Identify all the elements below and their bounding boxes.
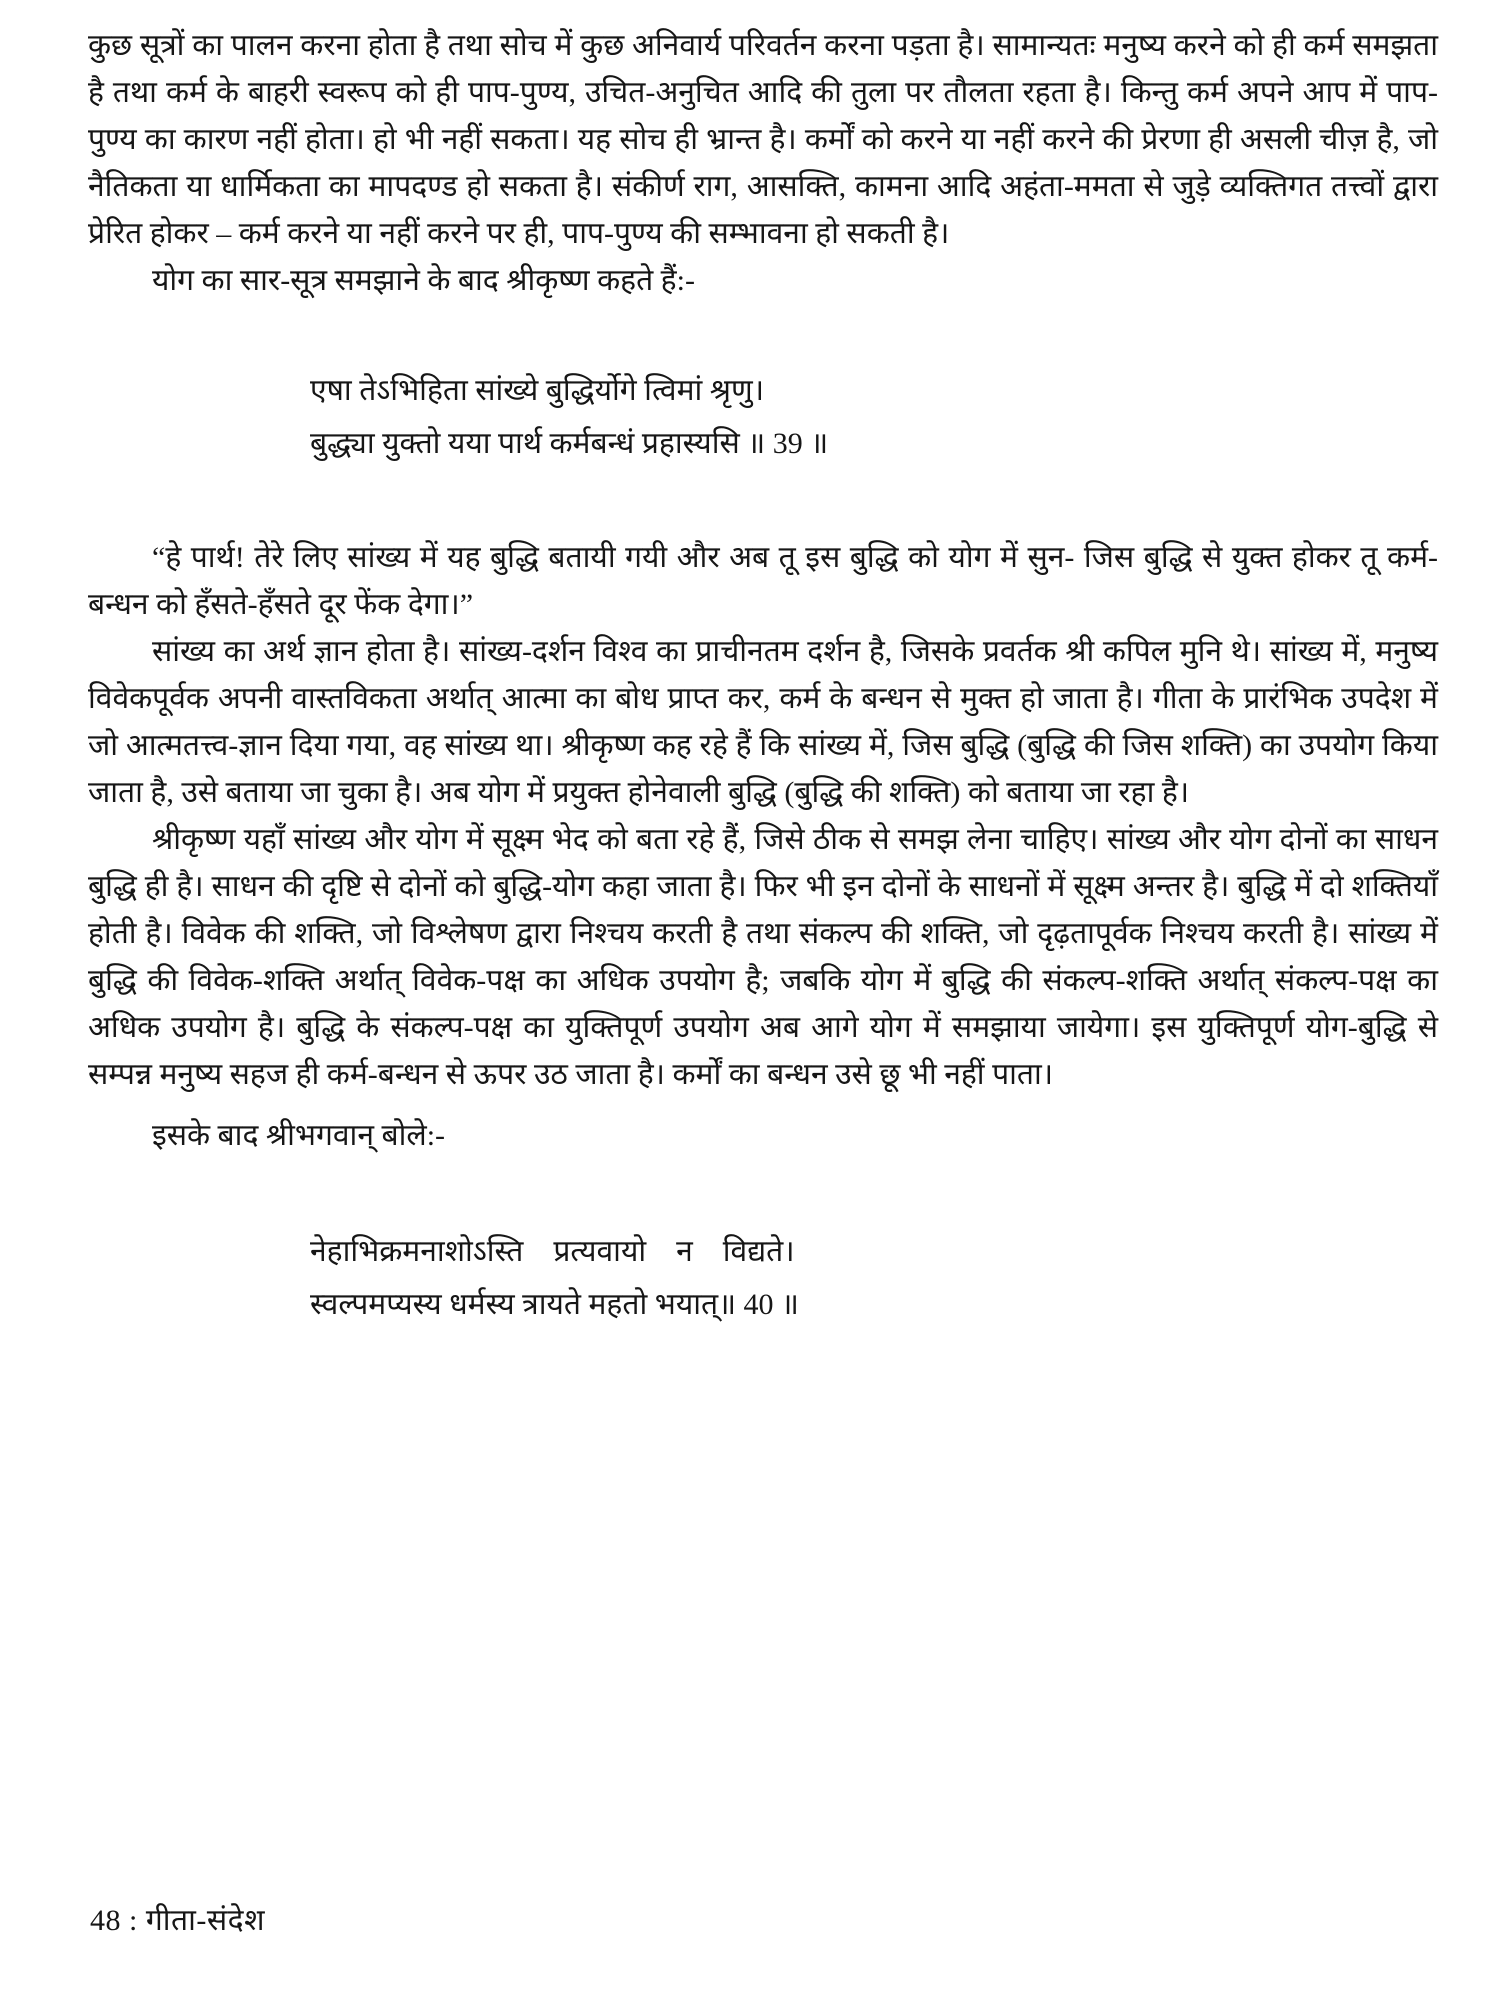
sanskrit-verse-40 xyxy=(310,1225,1438,1331)
verse-39-line-2: बुद्ध्या युक्तो यया पार्थ कर्मबन्धं प्रहास्यसि ॥ 39 ॥ xyxy=(310,427,829,460)
paragraph-5-sankhya-yoga-difference: श्रीकृष्ण यहाँ सांख्य और योग में सूक्ष्म भेद को बता रहे हैं, जिसे ठीक से समझ लेना चाहिए। सांख्य और योग दोनों का साधन बुद्धि ही है। साधन की दृष्टि से दोनों को बुद्धि-योग कहा जाता है। फिर भी इन दोनों के साधनों में सूक्ष्म अन्तर है। बुद्धि में दो शक्तियाँ होती है। विवेक की शक्ति, जो विश्लेषण द्वारा निश्चय करती है तथा संकल्प की शक्ति, जो दृढ़तापूर्वक निश्चय करती है। सांख्य में बुद्धि की विवेक-शक्ति अर्थात् विवेक-पक्ष का अधिक उपयोग है; जबकि योग में बुद्धि की संकल्प-शक्ति अर्थात् संकल्प-पक्ष का अधिक उपयोग है। बुद्धि के संकल्प-पक्ष का युक्तिपूर्ण उपयोग अब आगे योग में समझाया जायेगा। इस युक्तिपूर्ण योग-बुद्धि से सम्पन्न मनुष्य सहज ही कर्म-बन्धन से ऊपर उठ जाता है। कर्मों का बन्धन उसे छू भी नहीं पाता। xyxy=(88,823,1438,1091)
verse-40-line-1: नेहाभिक्रमनाशोऽस्ति प्रत्यवायो न विद्यते। xyxy=(310,1235,795,1268)
sanskrit-verse-39 xyxy=(310,364,1438,470)
paragraph-4-sankhya-explanation: सांख्य का अर्थ ज्ञान होता है। सांख्य-दर्शन विश्व का प्राचीनतम दर्शन है, जिसके प्रवर्तक श्री कपिल मुनि थे। सांख्य में, मनुष्य विवेकपूर्वक अपनी वास्तविकता अर्थात् आत्मा का बोध प्राप्त कर, कर्म के बन्धन से मुक्त हो जाता है। गीता के प्रारंभिक उपदेश में जो आत्मतत्त्व-ज्ञान दिया गया, वह सांख्य था। श्रीकृष्ण कह रहे हैं कि सांख्य में, जिस बुद्धि (बुद्धि की जिस शक्ति) का उपयोग किया जाता है, उसे बताया जा चुका है। अब योग में प्रयुक्त होनेवाली बुद्धि (बुद्धि की शक्ति) को बताया जा रहा है। xyxy=(88,635,1438,809)
page-number-and-book-title: 48 : गीता-संदेश xyxy=(90,1904,265,1937)
page-footer xyxy=(90,1897,265,1944)
verse-39-line-1: एषा तेऽभिहिता सांख्ये बुद्धिर्योगे त्विमां श्रृणु। xyxy=(310,374,765,407)
paragraph-6-intro-verse-40: इसके बाद श्रीभगवान् बोले:- xyxy=(152,1119,446,1152)
verse-40-line-2: स्वल्पमप्यस्य धर्मस्य त्रायते महतो भयात्॥ 40 ॥ xyxy=(310,1288,800,1321)
paragraph-1: कुछ सूत्रों का पालन करना होता है तथा सोच में कुछ अनिवार्य परिवर्तन करना पड़ता है। सामान्यतः मनुष्य करने को ही कर्म समझता है तथा कर्म के बाहरी स्वरूप को ही पाप-पुण्य, उचित-अनुचित आदि की तुला पर तौलता रहता है। किन्तु कर्म अपने आप में पाप-पुण्य का कारण नहीं होता। हो भी नहीं सकता। यह सोच ही भ्रान्त है। कर्मों को करने या नहीं करने की प्रेरणा ही असली चीज़ है, जो नैतिकता या धार्मिकता का मापदण्ड हो सकता है। संकीर्ण राग, आसक्ति, कामना आदि अहंता-ममता से जुड़े व्यक्तिगत तत्त्वों द्वारा प्रेरित होकर – कर्म करने या नहीं करने पर ही, पाप-पुण्य की सम्भावना हो सकती है। xyxy=(88,29,1438,250)
paragraph-3-verse-39-translation: “हे पार्थ! तेरे लिए सांख्य में यह बुद्धि बतायी गयी और अब तू इस बुद्धि को योग में सुन- जिस बुद्धि से युक्त होकर तू कर्म-बन्धन को हँसते-हँसते दूर फेंक देगा।” xyxy=(88,541,1438,621)
paragraph-2-intro-verse-39: योग का सार-सूत्र समझाने के बाद श्रीकृष्ण कहते हैं:- xyxy=(152,264,695,297)
